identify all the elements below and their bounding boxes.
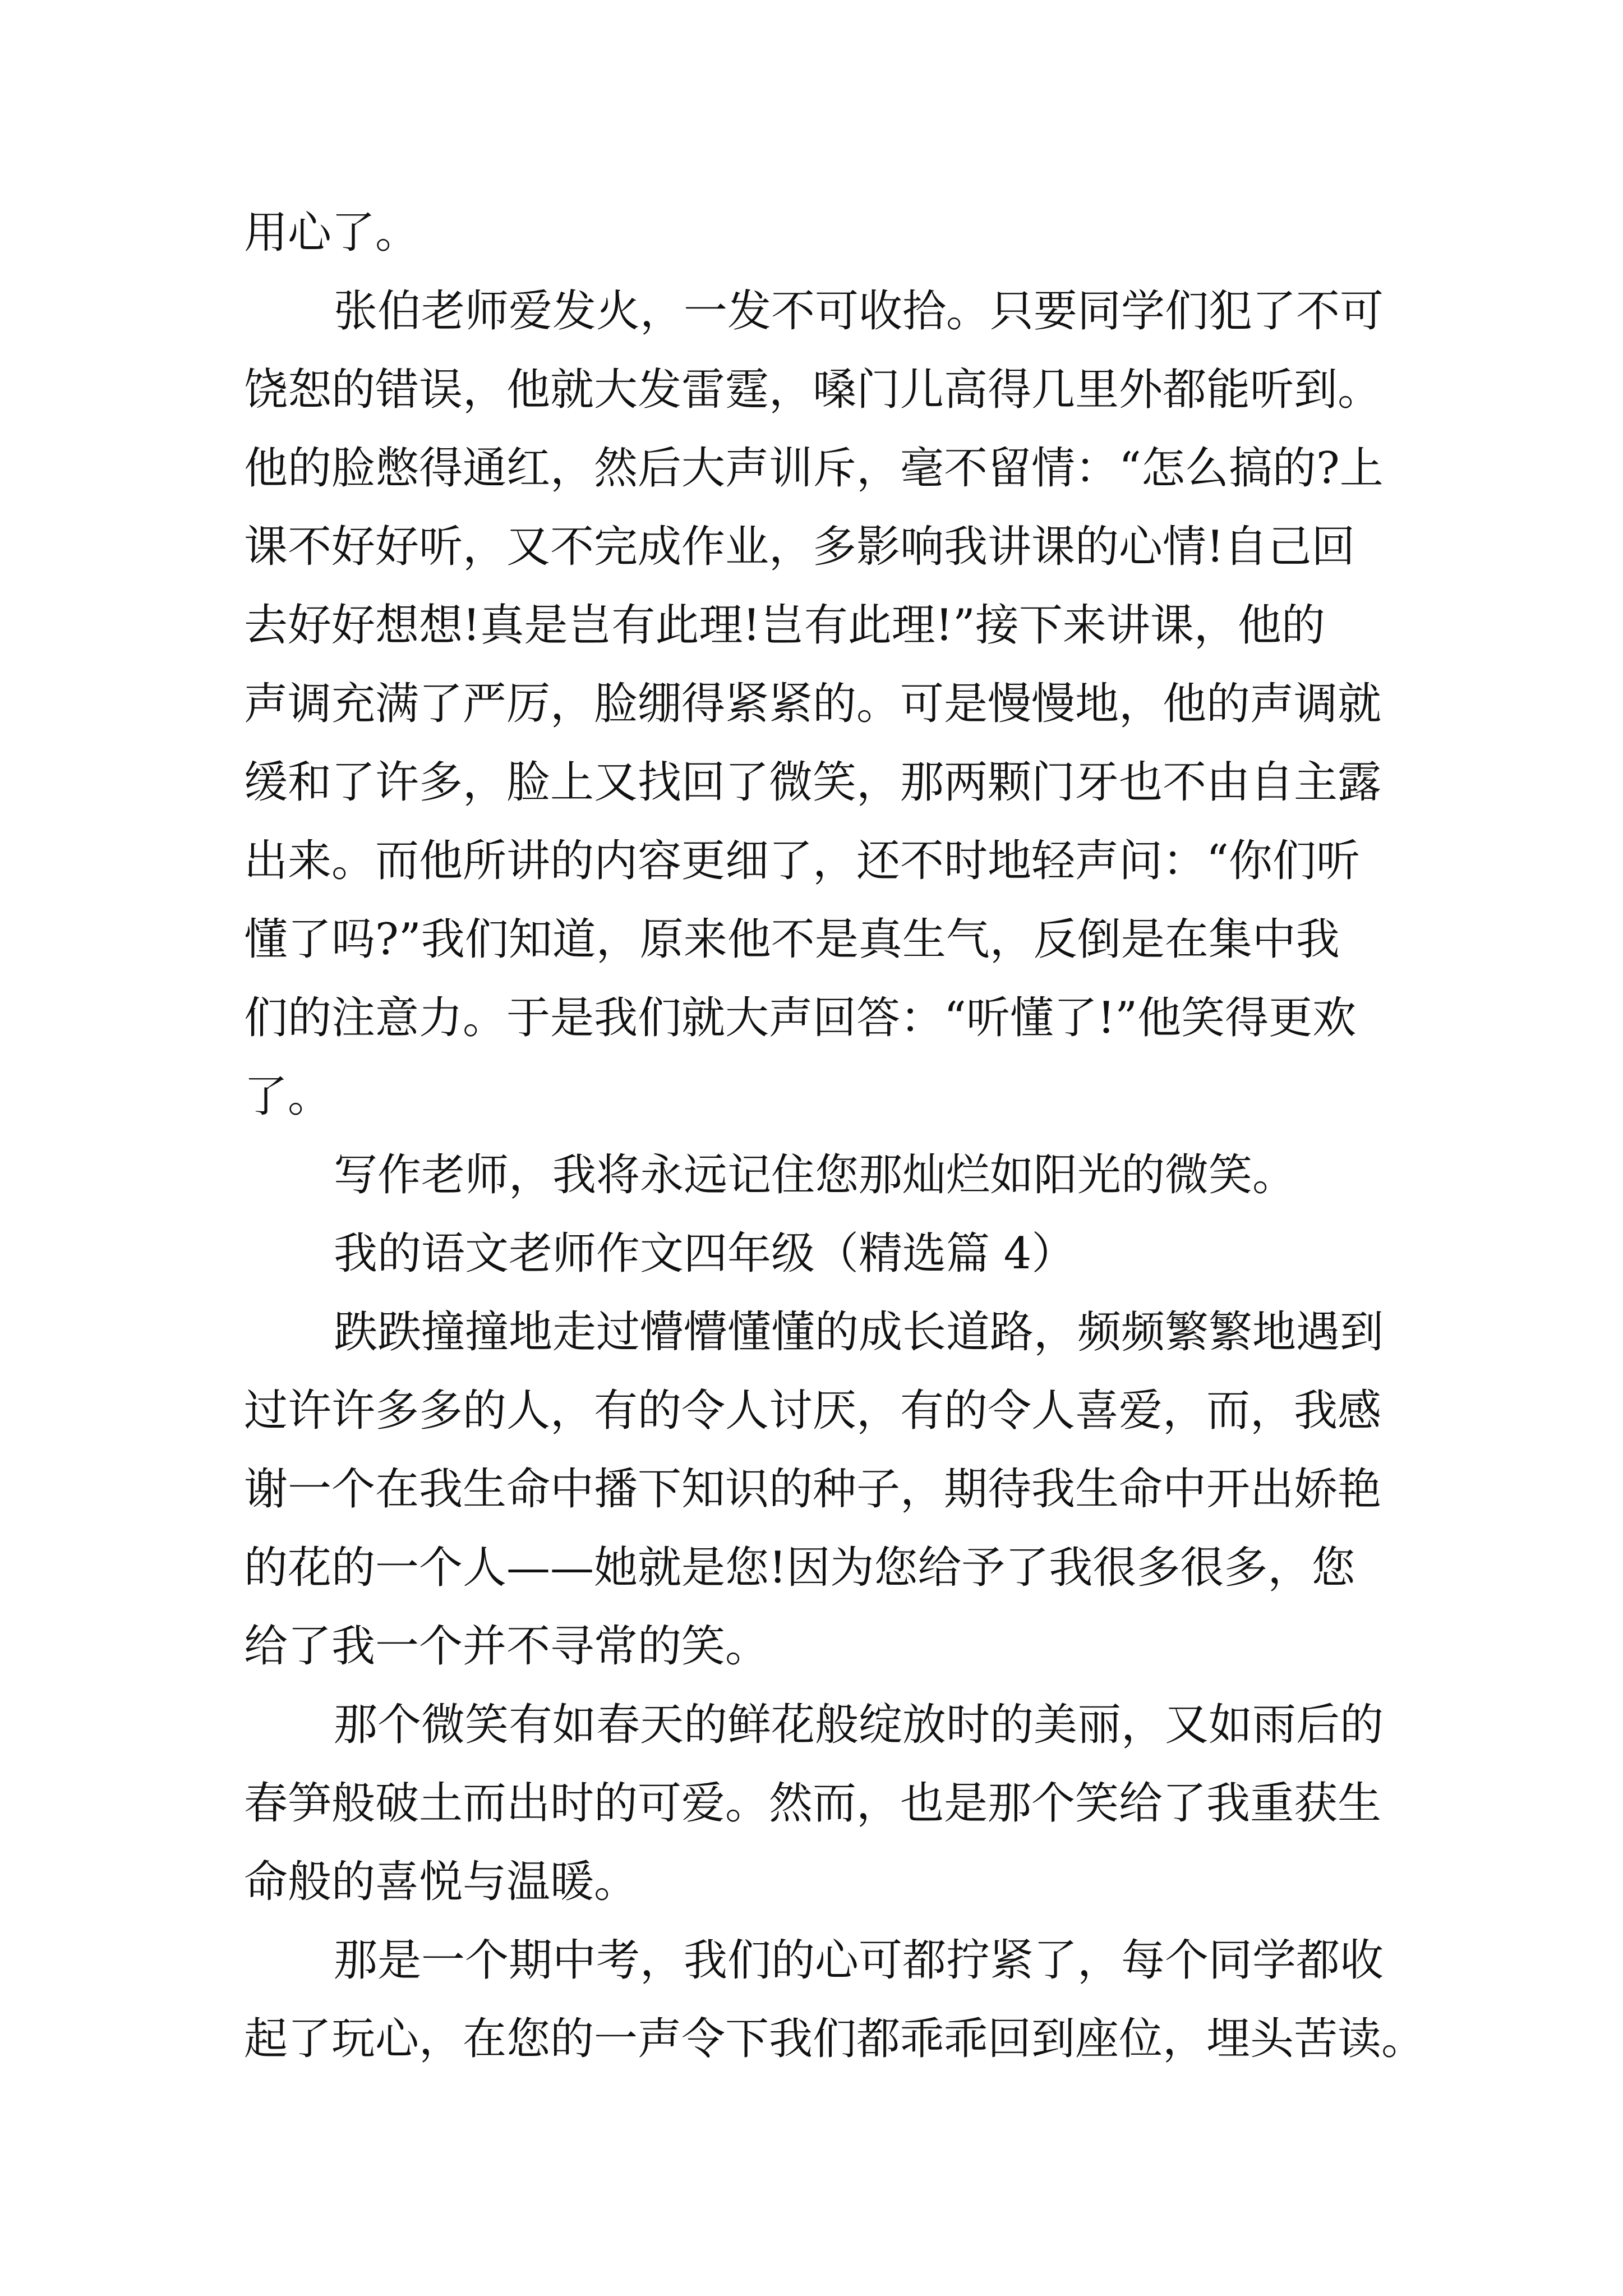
- text-line: 缓和了许多，脸上又找回了微笑，那两颗门牙也不由自主露: [244, 757, 1382, 808]
- document-body: [244, 194, 1426, 2078]
- text-line: 出来。而他所讲的内容更细了，还不时地轻声问：“你们听: [244, 836, 1360, 886]
- text-line: 了。: [244, 1071, 332, 1122]
- text-line: 去好好想想!真是岂有此理!岂有此理!”接下来讲课，他的: [244, 600, 1325, 651]
- text-line: 他的脸憋得通红，然后大声训斥，毫不留情：“怎么搞的?上: [244, 443, 1384, 494]
- section-heading: 我的语文老师作文四年级（精选篇 4）: [334, 1228, 1076, 1279]
- text-line: 饶恕的错误，他就大发雷霆，嗓门儿高得几里外都能听到。: [244, 365, 1382, 415]
- text-line: 声调充满了严厉，脸绷得紧紧的。可是慢慢地，他的声调就: [244, 679, 1382, 729]
- text-line: 跌跌撞撞地走过懵懵懂懂的成长道路，频频繁繁地遇到: [334, 1307, 1384, 1358]
- text-line: 用心了。: [244, 208, 419, 258]
- text-line: 那是一个期中考，我们的心可都拧紧了，每个同学都收: [334, 1935, 1384, 1986]
- text-line: 过许许多多的人，有的令人讨厌，有的令人喜爱，而，我感: [244, 1386, 1382, 1436]
- text-line: 春笋般破土而出时的可爱。然而，也是那个笑给了我重获生: [244, 1778, 1382, 1829]
- text-line: 的花的一个人——她就是您!因为您给予了我很多很多，您: [244, 1543, 1355, 1593]
- text-line: 命般的喜悦与温暖。: [244, 1857, 638, 1907]
- text-line: 懂了吗?”我们知道，原来他不是真生气，反倒是在集中我: [244, 914, 1340, 965]
- text-line: 张伯老师爱发火，一发不可收拾。只要同学们犯了不可: [334, 286, 1384, 337]
- text-line: 那个微笑有如春天的鲜花般绽放时的美丽，又如雨后的: [334, 1700, 1384, 1750]
- text-line: 写作老师，我将永远记住您那灿烂如阳光的微笑。: [334, 1150, 1297, 1200]
- text-line: 们的注意力。于是我们就大声回答：“听懂了!”他笑得更欢: [244, 993, 1357, 1043]
- text-line: 谢一个在我生命中播下知识的种子，期待我生命中开出娇艳: [244, 1464, 1382, 1515]
- text-line: 课不好好听，又不完成作业，多影响我讲课的心情!自己回: [244, 522, 1355, 572]
- text-line: 给了我一个并不寻常的笑。: [244, 1621, 769, 1672]
- text-line: 起了玩心，在您的一声令下我们都乖乖回到座位，埋头苦读。: [244, 2014, 1426, 2064]
